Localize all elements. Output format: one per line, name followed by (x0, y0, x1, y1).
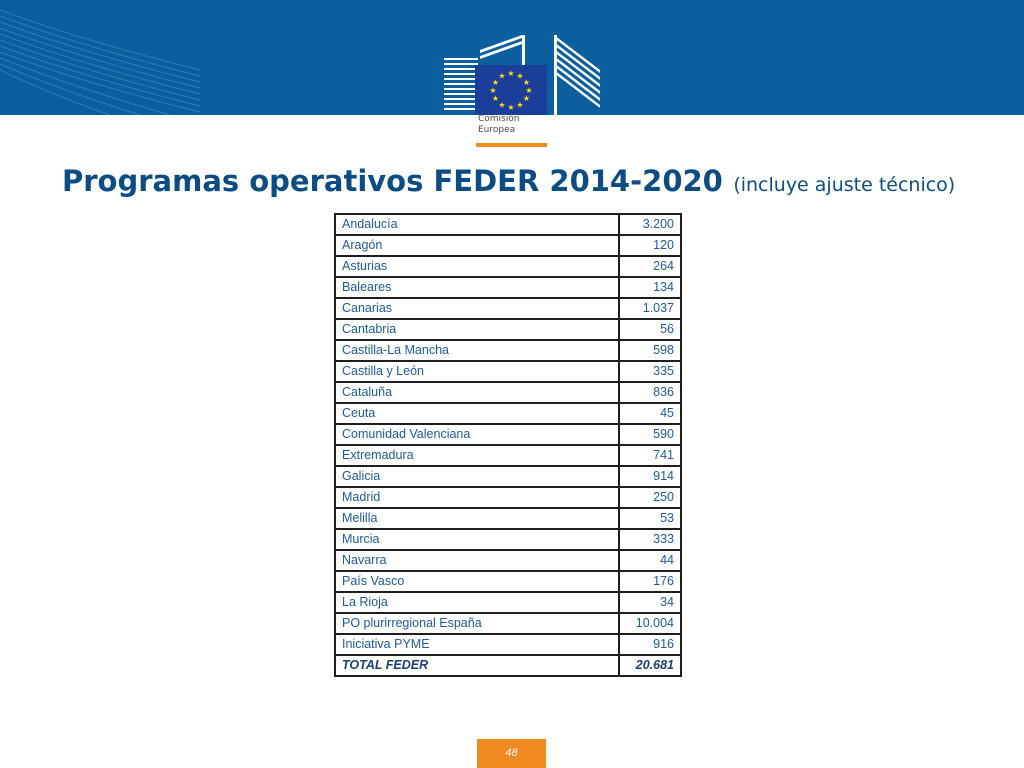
eu-flag-icon (475, 65, 547, 115)
svg-text:★: ★ (507, 69, 515, 78)
table-row (335, 256, 681, 277)
table-row (335, 424, 681, 445)
table-row (335, 214, 681, 235)
logo-caption-line2: Europea (478, 125, 516, 135)
region-name-cell: Murcia (335, 529, 619, 550)
table-row (335, 508, 681, 529)
table-row (335, 487, 681, 508)
region-name-cell: País Vasco (335, 571, 619, 592)
region-value-cell: 590 (619, 424, 681, 445)
page-title-main: Programas operativos FEDER 2014-2020 (62, 164, 723, 198)
table-row (335, 340, 681, 361)
region-value-cell: 44 (619, 550, 681, 571)
region-name-cell: Cataluña (335, 382, 619, 403)
total-value-cell: 20.681 (619, 655, 681, 676)
region-name-cell: Extremadura (335, 445, 619, 466)
region-name-cell: Baleares (335, 277, 619, 298)
table-row (335, 319, 681, 340)
table-row (335, 361, 681, 382)
region-name-cell: Ceuta (335, 403, 619, 424)
table-row (335, 277, 681, 298)
region-value-cell: 741 (619, 445, 681, 466)
region-value-cell: 10.004 (619, 613, 681, 634)
svg-text:★: ★ (516, 71, 524, 81)
region-name-cell: La Rioja (335, 592, 619, 613)
region-name-cell: Castilla y León (335, 361, 619, 382)
table-row (335, 466, 681, 487)
svg-text:★: ★ (498, 71, 506, 81)
region-value-cell: 916 (619, 634, 681, 655)
svg-text:★: ★ (522, 94, 531, 103)
feder-table-body (335, 214, 681, 676)
region-value-cell: 264 (619, 256, 681, 277)
region-value-cell: 335 (619, 361, 681, 382)
region-value-cell: 134 (619, 277, 681, 298)
region-name-cell: Aragón (335, 235, 619, 256)
table-row (335, 634, 681, 655)
logo-accent-bar (476, 143, 547, 147)
region-name-cell: Andalucía (335, 214, 619, 235)
region-value-cell: 45 (619, 403, 681, 424)
region-value-cell: 53 (619, 508, 681, 529)
table-row (335, 298, 681, 319)
region-value-cell: 250 (619, 487, 681, 508)
table-row (335, 550, 681, 571)
total-label-cell: TOTAL FEDER (335, 655, 619, 676)
region-name-cell: Asturias (335, 256, 619, 277)
table-row (335, 445, 681, 466)
region-name-cell: Melilla (335, 508, 619, 529)
page-title (62, 164, 955, 198)
svg-text:★: ★ (491, 78, 500, 87)
region-name-cell: Comunidad Valenciana (335, 424, 619, 445)
region-value-cell: 3.200 (619, 214, 681, 235)
page-title-sub: (incluye ajuste técnico) (733, 174, 956, 196)
feder-table (334, 213, 682, 677)
page-number: 48 (477, 739, 546, 768)
region-name-cell: Galicia (335, 466, 619, 487)
table-row (335, 592, 681, 613)
region-value-cell: 56 (619, 319, 681, 340)
region-name-cell: Castilla-La Mancha (335, 340, 619, 361)
region-name-cell: Madrid (335, 487, 619, 508)
region-name-cell: PO plurirregional España (335, 613, 619, 634)
region-value-cell: 836 (619, 382, 681, 403)
region-name-cell: Iniciativa PYME (335, 634, 619, 655)
table-row (335, 235, 681, 256)
logo-caption (478, 114, 548, 136)
logo-caption-line1: Comisión (478, 114, 520, 124)
svg-text:★: ★ (507, 103, 515, 112)
table-row (335, 613, 681, 634)
svg-text:★: ★ (491, 94, 500, 103)
svg-text:★: ★ (516, 100, 524, 110)
region-name-cell: Cantabria (335, 319, 619, 340)
svg-text:★: ★ (522, 78, 531, 87)
table-row (335, 382, 681, 403)
table-row (335, 529, 681, 550)
region-value-cell: 1.037 (619, 298, 681, 319)
region-value-cell: 598 (619, 340, 681, 361)
region-name-cell: Canarias (335, 298, 619, 319)
svg-text:★: ★ (525, 86, 533, 95)
region-value-cell: 176 (619, 571, 681, 592)
svg-text:★: ★ (489, 86, 497, 95)
region-value-cell: 333 (619, 529, 681, 550)
table-total-row (335, 655, 681, 676)
region-value-cell: 34 (619, 592, 681, 613)
region-value-cell: 120 (619, 235, 681, 256)
region-value-cell: 914 (619, 466, 681, 487)
table-row (335, 571, 681, 592)
region-name-cell: Navarra (335, 550, 619, 571)
table-row (335, 403, 681, 424)
svg-text:★: ★ (498, 100, 506, 110)
